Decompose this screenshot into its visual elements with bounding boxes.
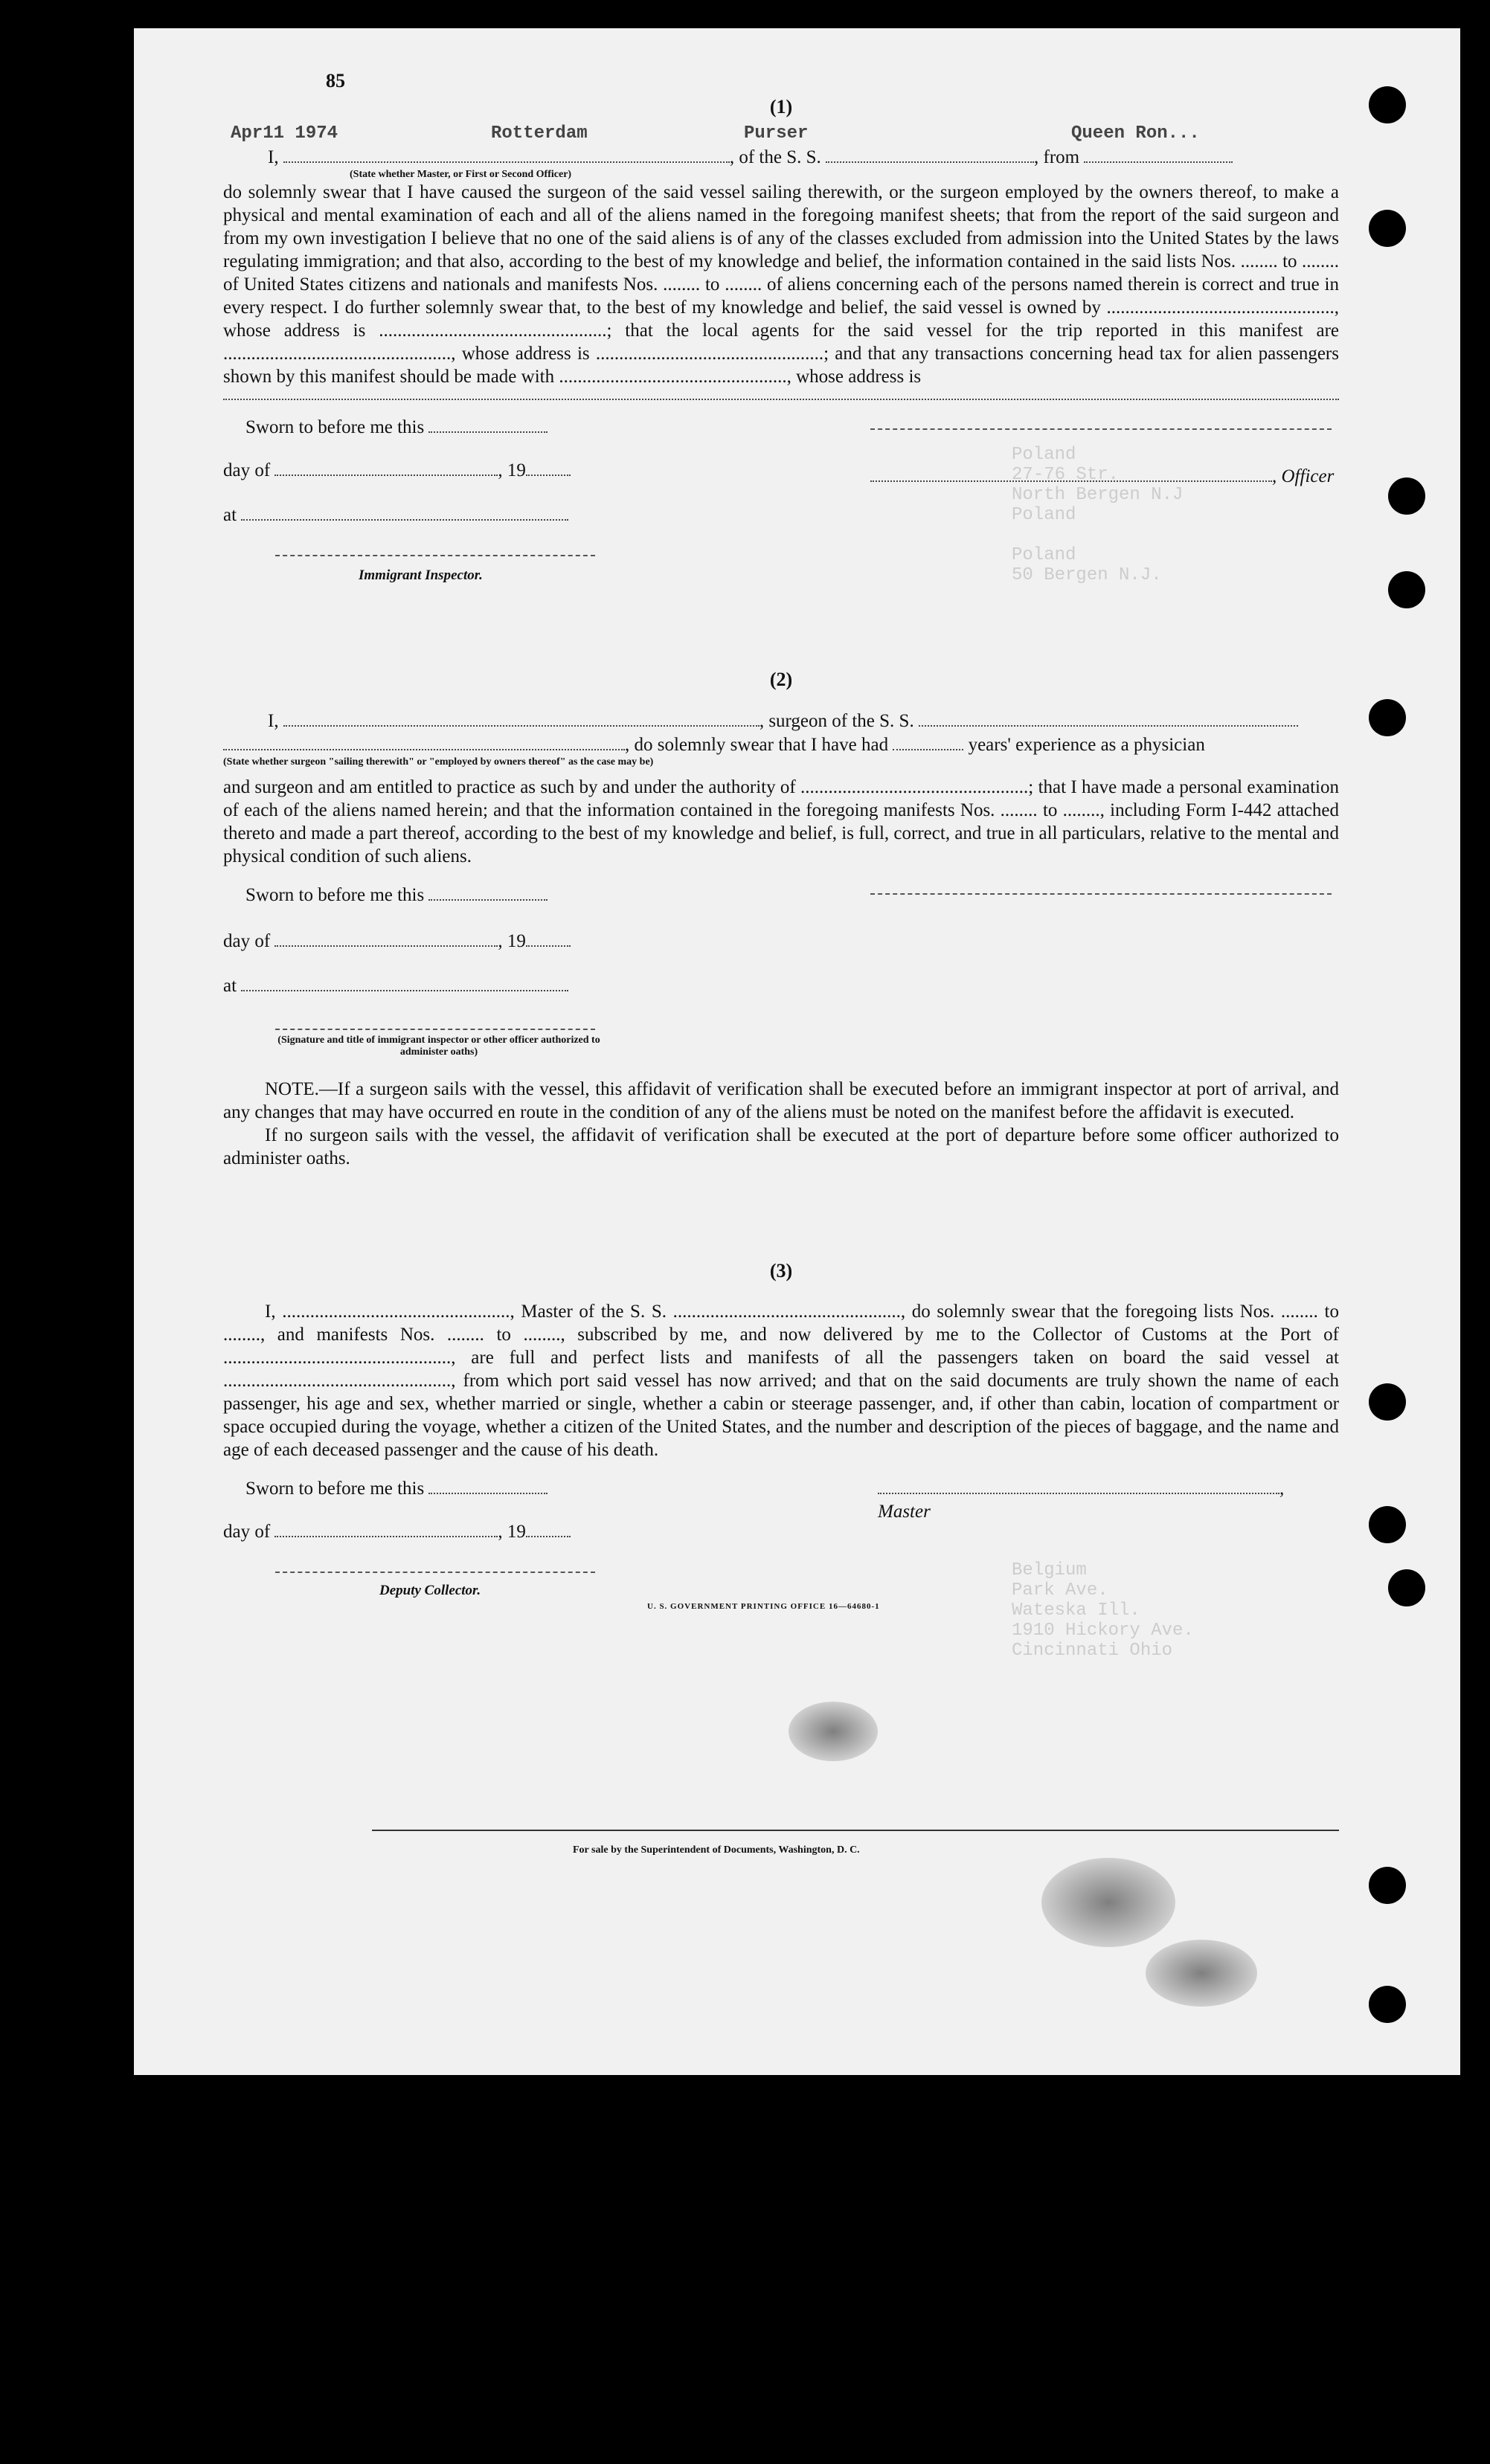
day-of-label: day of , 19 xyxy=(223,1519,571,1543)
surgeon-status-field[interactable] xyxy=(223,733,625,750)
binder-hole xyxy=(1388,571,1425,608)
port-entry: Rotterdam xyxy=(491,123,588,144)
section-2-body: and surgeon and am entitled to practice as such by and under the authority of .................................................; that I have made a personal examination of each of the aliens named herein; and that the information contained in the foregoing manifests Nos. ........ to ........, including Form I-442 attached thereto and made a part thereof, according to the best of my knowledge and belief, is full, correct, and true in all particulars, relative to the mental and physical condition of such aliens. xyxy=(223,777,1339,866)
month-field[interactable] xyxy=(274,458,498,476)
collector-caption: Deputy Collector. xyxy=(379,1583,481,1598)
sale-imprint: For sale by the Superintendent of Documents, Washington, D. C. xyxy=(573,1844,860,1856)
at-label: at xyxy=(223,503,568,527)
binder-hole xyxy=(1369,699,1406,736)
section-1-intro: I, , of the S. S. , from xyxy=(223,145,1339,169)
officer-label: , Officer xyxy=(870,464,1334,488)
inspector-caption: Immigrant Inspector. xyxy=(359,567,483,583)
signature-note: (Signature and title of immigrant inspector or other officer authorized to administer oaths) xyxy=(277,1035,600,1058)
sworn-label: Sworn to before me this xyxy=(245,883,547,907)
note-paragraph-2: If no surgeon sails with the vessel, the affidavit of verification shall be executed at the port of departure before some officer authorized to administer oaths. xyxy=(223,1125,1339,1168)
binder-hole xyxy=(1388,1569,1425,1606)
section-1-body: do solemnly swear that I have caused the surgeon of the said vessel sailing therewith, or the surgeon employed by the owners thereof, to make a physical and mental examination of each and all of the aliens named in the foregoing manifest sheets; that from the report of the said surgeon and from my own investigation I believe that no one of the said aliens is of any of the classes excluded from admission into the United States by the laws regulating immigration; and that also, according to the best of my knowledge and belief, the information contained in the said lists Nos. ........ to ........ of United States citizens and nationals and manifests Nos. ........ to ........ of aliens concerning each of the persons named therein is correct and true in every respect. I do further solemnly swear that, to the best of my knowledge and belief, the said vessel is owned by ................................................., whose address is .................................................; that the local agents for the said vessel for the trip reported in this manifest are ................................................., whose address is .................................................; and that any transactions concerning head tax for alien passengers shown by this manifest should be made with ................................................., whose address is xyxy=(223,182,1339,387)
section-3-body: I, ................................................., Master of the S. S. ................................................., do solemnly swear that the foregoing lists Nos. ........ to ........, and manifests Nos. ........ to ........, subscribed by me, and now delivered by me to the Collector of Customs at the Port of ................................................., are full and perfect lists and manifests of all the passengers taken on board the said vessel at ................................................., from which port said vessel has now arrived; and that on the said documents are truly shown the name of each passenger, his age and sex, whether married or single, whether a cabin or steerage passenger, and, if other than cabin, location of compartment or space occupied during the voyage, whether a citizen of the United States, and the number and description of the pieces of baggage, and the name and age of each deceased passenger and the cause of his death. xyxy=(223,1302,1339,1460)
section-1-note: (State whether Master, or First or Second Officer) xyxy=(350,169,572,180)
binder-hole xyxy=(1369,1383,1406,1421)
binder-hole xyxy=(1369,86,1406,123)
bleed-through: Poland 27-76 Str. North Bergen N.J Poland Poland 50 Bergen N.J. xyxy=(1012,445,1184,585)
vessel-entry: Queen Ron... xyxy=(1071,123,1200,144)
section-2-signature-block xyxy=(223,883,1339,1061)
section-2-intro-line-2: , do solemnly swear that I have had years' experience as a physician xyxy=(223,733,1339,756)
binder-hole xyxy=(1369,1986,1406,2023)
day-of-label: day of , 19 xyxy=(223,929,571,953)
sworn-label: Sworn to before me this xyxy=(245,415,547,439)
at-place-field[interactable] xyxy=(241,503,568,521)
surgeon-signature-line[interactable] xyxy=(870,893,1332,895)
note-paragraph: NOTE.—If a surgeon sails with the vessel, this affidavit of verification shall be executed before an immigrant inspector at port of arrival, and any changes that may have occurred en route in the condition of any of the aliens must be noted on the manifest before the affidavit is executed. xyxy=(223,1079,1339,1122)
binder-hole xyxy=(1369,1867,1406,1904)
ink-smudge xyxy=(1041,1858,1175,1947)
section-3-number: (3) xyxy=(769,1260,793,1281)
rank-entry: Purser xyxy=(744,123,809,144)
vessel-field[interactable] xyxy=(826,145,1034,163)
signature-line[interactable] xyxy=(275,1029,595,1030)
inspector-signature-line[interactable] xyxy=(275,555,595,556)
section-2-number: (2) xyxy=(769,669,793,690)
section-2-intro: I, , surgeon of the S. S. xyxy=(223,709,1339,733)
officer-name-field[interactable] xyxy=(283,145,730,163)
footer-rule xyxy=(372,1830,1339,1831)
section-1-signature-block xyxy=(223,415,1339,616)
binder-hole xyxy=(1388,477,1425,515)
section-1-number: (1) xyxy=(769,96,793,118)
day-of-label: day of , 19 xyxy=(223,458,571,482)
page-number: 85 xyxy=(326,70,345,91)
ink-smudge xyxy=(789,1702,878,1761)
gpo-imprint: U. S. GOVERNMENT PRINTING OFFICE 16—64680-1 xyxy=(647,1602,880,1611)
sworn-date-field[interactable] xyxy=(428,415,547,433)
year-field[interactable] xyxy=(526,458,571,476)
surgeon-vessel-field[interactable] xyxy=(919,709,1298,727)
years-field[interactable] xyxy=(893,733,963,750)
binder-hole xyxy=(1369,210,1406,247)
officer-signature-line-1[interactable] xyxy=(870,428,1332,430)
master-label: , Master xyxy=(878,1476,1339,1523)
sworn-label: Sworn to before me this xyxy=(245,1476,547,1500)
collector-signature-line[interactable] xyxy=(275,1572,595,1573)
section-2-note: (State whether surgeon "sailing therewith" or "employed by owners thereof" as the case may be) xyxy=(223,756,654,768)
bleed-through: Belgium Park Ave. Wateska Ill. 1910 Hickory Ave. Cincinnati Ohio xyxy=(1012,1560,1194,1661)
surgeon-name-field[interactable] xyxy=(283,709,760,727)
binder-hole xyxy=(1369,1506,1406,1543)
from-port-field[interactable] xyxy=(1084,145,1233,163)
ink-smudge xyxy=(1146,1940,1257,2007)
date-stamp: Apr11 1974 xyxy=(231,123,338,144)
section-1-trailing-line xyxy=(223,388,1339,400)
at-label: at xyxy=(223,974,568,997)
